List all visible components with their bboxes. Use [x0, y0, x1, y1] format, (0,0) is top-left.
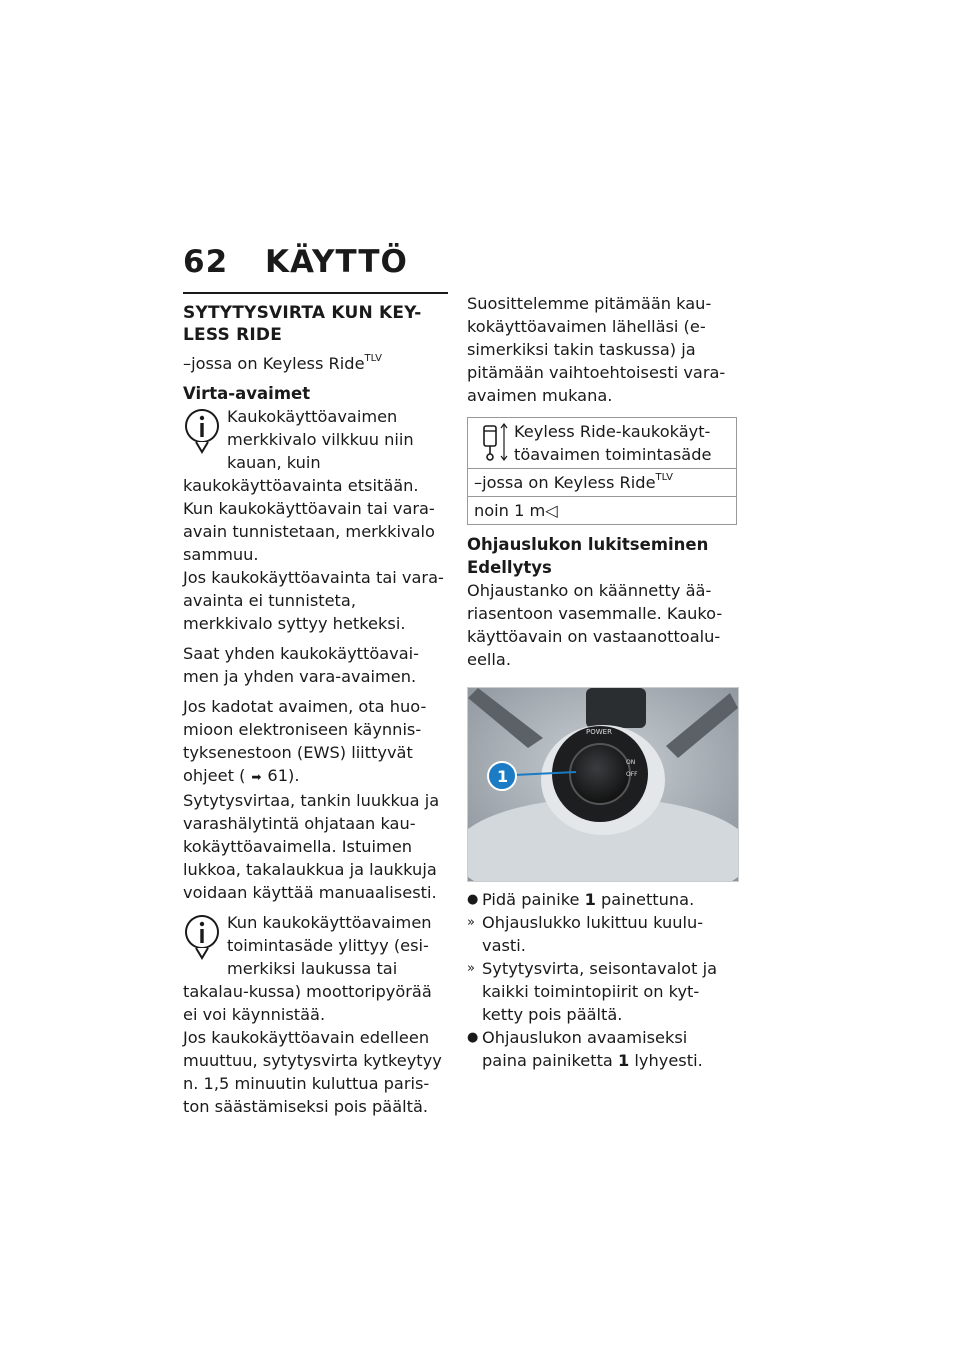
spec-row-variant: –jossa on Keyless Ride$^{TLV}$ [468, 469, 737, 497]
list-item: » Sytytysvirta, seisontavalot ja kaikki toimintopiirit on kyt-ketty pois päältä. [467, 959, 717, 1024]
section-rule [183, 292, 448, 294]
paragraph-spare-key: Saat yhden kaukokäyttöavai-men ja yhden vara-avaimen. [183, 644, 419, 686]
subheading-precondition: Edellytys [467, 558, 552, 577]
svg-text:ON: ON [626, 759, 636, 766]
spec-title: Keyless Ride-kaukokäyt-töavaimen toimintasäde [514, 422, 712, 464]
list-item: » Ohjauslukko lukittuu kuulu-vasti. [467, 913, 704, 955]
photo-illustration [468, 688, 738, 881]
info-icon [183, 914, 221, 960]
list-item: ● Ohjauslukon avaamiseksi paina painiketta 1 lyhyesti. [467, 1028, 703, 1070]
svg-text:OFF: OFF [626, 771, 638, 778]
page-number: 62 [183, 244, 229, 280]
section-title: SYTYTYSVIRTA KUN KEY- LESS RIDE [183, 303, 422, 345]
arrow-ref-icon: ➡ [251, 770, 262, 784]
spec-row-value: noin 1 m◁ [468, 497, 737, 525]
paragraph-precondition: Ohjaustanko on käännetty ää-riasentoon vasemmalle. Kauko-käyttöavain on vastaanottoalu-eella. [467, 581, 723, 669]
paragraph-recommendation: Suosittelemme pitämään kau-kokäyttöavaimen lähelläsi (e-simerkiksi takin taskussa) ja pitämään vaihtoehtoisesti vara-avaimen mukana. [467, 294, 726, 405]
range-spec-table [467, 417, 737, 525]
list-item: ● Pidä painike 1 painettuna. [467, 890, 695, 909]
paragraph-ignition-control: Sytytysvirtaa, tankin luukkua ja varashälytintä ohjataan kau-kokäyttöavaimella. Istuimen lukkoa, takalaukkua ja laukkuja voidaan käyttää manuaalisesti. [183, 791, 440, 902]
chapter-title: KÄYTTÖ [265, 244, 408, 280]
subheading-virta-avaimet: Virta-avaimet [183, 384, 311, 403]
section-subtitle: –jossa on Keyless Ride$^{TLV}$ [183, 352, 382, 373]
left-column [183, 292, 448, 1125]
svg-text:POWER: POWER [586, 728, 612, 736]
paragraph-ews: Jos kadotat avaimen, ota huo-mioon elektroniseen käynnis-tyksenestoon (EWS) liittyvät ohjeet ( ➡ 61). [183, 695, 448, 789]
range-key-icon [474, 420, 514, 464]
right-column [467, 292, 737, 1072]
steps-list [467, 888, 737, 1072]
heading-steering-lock: Ohjauslukon lukitseminen [467, 535, 709, 554]
page-header [183, 244, 408, 280]
info-note-2: Kun kaukokäyttöavaimen toimintasäde ylittyy (esi- merkiksi laukussa tai takalau-kussa) moottoripyörää ei voi käynnistää. Jos kaukokäyttöavain edelleen muuttuu, sytytysvirta kytkeytyy n. 1,5 minuutin kuluttua paris-ton säästämiseksi pois päältä. [183, 913, 442, 1116]
callout-label: 1 [497, 767, 509, 786]
steering-lock-photo [467, 687, 739, 882]
info-icon [183, 408, 221, 454]
info-note-1: Kaukokäyttöavaimen merkkivalo vilkkuu niin kauan, kuin kaukokäyttöavainta etsitään. Kun kaukokäyttöavain tai vara-avain tunnistetaan, merkkivalo sammuu. Jos kaukokäyttöavainta tai vara-avainta ei tunnisteta, merkkivalo syttyy hetkeksi. [183, 407, 444, 633]
